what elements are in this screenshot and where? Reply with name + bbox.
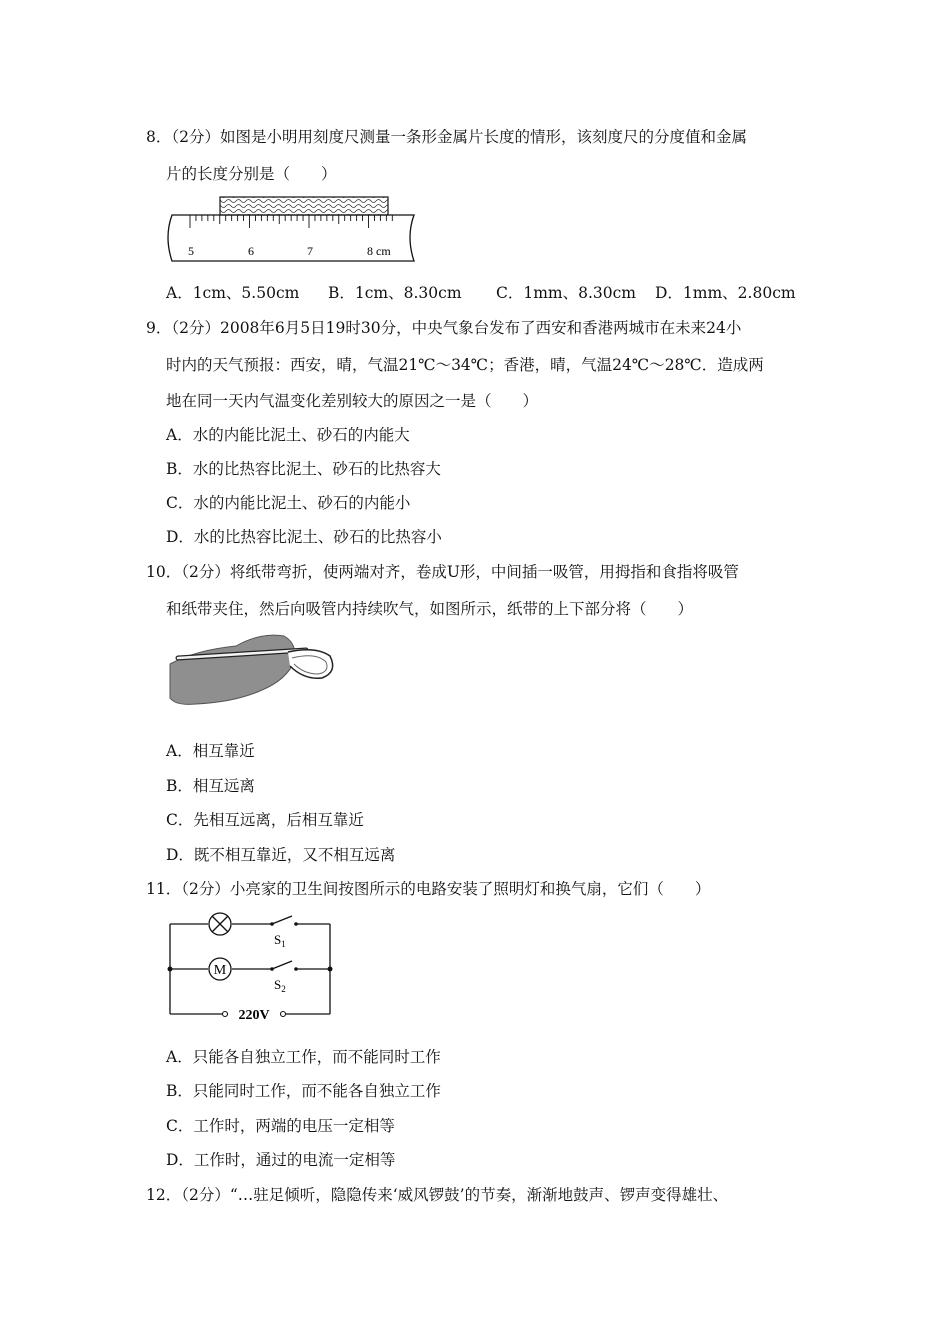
ruler-label-5: 5	[188, 244, 194, 258]
q8-option-c: C．1mm、8.30cm	[496, 284, 637, 302]
straw-hand-figure	[166, 628, 338, 708]
hand-shape	[170, 635, 295, 704]
q11-option-c: C．工作时，两端的电压一定相等	[166, 1117, 395, 1135]
q9-option-d: D．水的比热容比泥土、砂石的比热容小	[166, 528, 442, 546]
motor-icon	[209, 958, 231, 980]
q10-stem-line1: 10．（2分）将纸带弯折，使两端对齐，卷成U形，中间插一吸管，用拇指和食指将吸管	[146, 563, 739, 581]
q11-stem: 11．（2分）小亮家的卫生间按图所示的电路安装了照明灯和换气扇，它们（ ）	[146, 880, 711, 898]
ruler-ticks	[190, 215, 392, 228]
q8-option-d: D．1mm、2.80cm	[655, 284, 796, 302]
q10-option-c: C．先相互远离，后相互靠近	[166, 811, 364, 829]
svg-text:M: M	[213, 963, 227, 978]
q11-option-b: B．只能同时工作，而不能各自独立工作	[166, 1082, 441, 1100]
lamp-icon	[209, 913, 231, 935]
junction-left	[168, 967, 173, 972]
q9-option-a: A．水的内能比泥土、砂石的内能大	[166, 426, 410, 444]
q10-option-a: A．相互靠近	[166, 742, 255, 760]
junction-right	[328, 967, 333, 972]
ruler-label-6: 6	[248, 244, 254, 258]
q11-option-d: D．工作时，通过的电流一定相等	[166, 1151, 396, 1169]
q9-option-c: C．水的内能比泥土、砂石的内能小	[166, 494, 411, 512]
q9-option-b: B．水的比热容比泥土、砂石的比热容大	[166, 460, 441, 478]
circuit-figure	[164, 910, 336, 1028]
q8-option-b: B．1cm、8.30cm	[328, 284, 462, 302]
q9-stem-line2: 时内的天气预报：西安，晴，气温21℃～34℃；香港，晴，气温24℃～28℃．造成两	[166, 356, 764, 374]
ruler-figure	[166, 193, 420, 265]
q8-stem-line2: 片的长度分别是（ ）	[166, 165, 337, 183]
q11-option-a: A．只能各自独立工作，而不能同时工作	[166, 1048, 441, 1066]
metal-strip	[220, 197, 388, 215]
q10-option-b: B．相互远离	[166, 777, 255, 795]
q8-stem-line1: 8．（2分）如图是小明用刻度尺测量一条形金属片长度的情形，该刻度尺的分度值和金属	[146, 128, 747, 146]
s2-label: $S_2$	[274, 977, 286, 994]
q9-stem-line3: 地在同一天内气温变化差别较大的原因之一是（ ）	[166, 392, 539, 410]
q9-stem-line1: 9．（2分）2008年6月5日19时30分，中央气象台发布了西安和香港两城市在未来24小	[146, 319, 742, 337]
q8-option-a: A．1cm、5.50cm	[166, 284, 300, 302]
q10-stem-line2: 和纸带夹住，然后向吸管内持续吹气，如图所示，纸带的上下部分将（ ）	[166, 600, 694, 618]
voltage-label: 220V	[238, 1008, 270, 1023]
ruler-label-7: 7	[307, 244, 313, 258]
q12-stem: 12．（2分）“…驻足倾听，隐隐传来‘威风锣鼓’的节奏，渐渐地鼓声、锣声变得雄壮、	[146, 1186, 729, 1204]
s1-label: $S_1$	[274, 932, 286, 949]
q10-option-d: D．既不相互靠近，又不相互远离	[166, 846, 396, 864]
ruler-label-8cm: 8 cm	[367, 244, 391, 258]
